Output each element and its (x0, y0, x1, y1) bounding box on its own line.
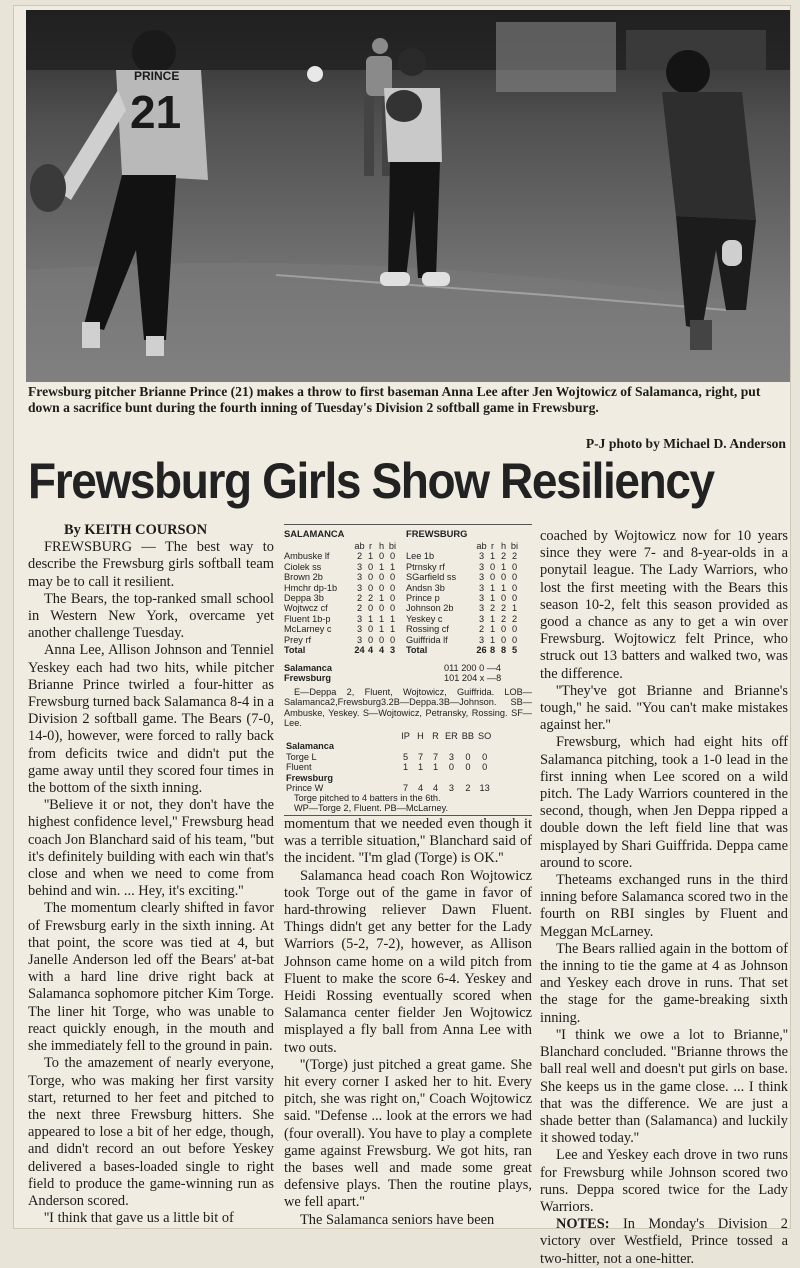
box-footnote: Torge pitched to 4 batters in the 6th. (294, 793, 441, 803)
player-name: Prince p (406, 593, 440, 604)
stat-cell: 1 (500, 582, 507, 593)
jersey-number: 21 (130, 86, 182, 138)
stat-cell: 1 (389, 624, 396, 635)
stat-cell: 1 (489, 582, 496, 593)
stat-cell: 4 (417, 783, 424, 794)
paragraph: Anna Lee, Allison Johnson and Tenniel Yeskey each had two hits, while pitcher Brianne Prince twirled a four-hitter as Frewsburg turned back Salamanca 8-4 in a Division 2 softball game. The Bears (7-0, 14-0), however, were forced to rally back from deficits twice and didn't put the game away until they scored four times in the bottom of the sixth inning. (28, 642, 274, 797)
stat-cell: 1 (378, 561, 385, 572)
pitching-table (284, 731, 493, 793)
paragraph: The Bears, the top-ranked small school in Western New York, overcame yet another challenge Tuesday. (28, 590, 274, 642)
pitching-row (284, 783, 493, 793)
stat-cell: 7 (402, 783, 409, 794)
player-name: Ciolek ss (284, 561, 322, 572)
stat-cell: 0 (511, 582, 518, 593)
stat-cell: 1 (389, 613, 396, 624)
paragraph: The Salamanca seniors have been (300, 1211, 495, 1228)
batting-row (284, 635, 520, 645)
softball (307, 66, 323, 82)
stat-cell: 2 (500, 613, 507, 624)
game-photo (26, 10, 790, 382)
linescore-team: Salamanca (284, 663, 333, 673)
stat-cell: 1 (389, 561, 396, 572)
box-score (284, 524, 532, 816)
stat-cell: 0 (482, 762, 488, 773)
linescore: 011 200 0 —4 (444, 663, 502, 673)
notes-label: NOTES: (556, 1216, 610, 1233)
stat-cell: 3 (478, 551, 485, 562)
stat-cell: 3 (356, 572, 363, 583)
col-header: BB (461, 731, 475, 741)
stat-cell: 1 (432, 762, 439, 773)
stat-cell: 2 (356, 551, 363, 562)
article-column-2 (284, 816, 532, 1229)
stat-cell: 1 (489, 613, 496, 624)
stat-cell: 0 (378, 551, 385, 562)
col-header: ER (445, 731, 458, 741)
stat-cell: 5 (402, 751, 409, 762)
stat-cell: 4 (432, 783, 439, 794)
stat-cell: 0 (482, 751, 488, 762)
paragraph: ''(Torge) just pitched a great game. She hit every corner I asked her to hit. Every pitch, she was right on,'' Coach Wojtowicz said. ''Defense ... look at the errors we had (four overall). You have to play a complete game against Frewsburg. We got hits, ran the bases well and made some great defensive plays. Then the routine plays, we fell apart.'' (284, 1056, 532, 1211)
stat-cell: 3 (389, 645, 396, 656)
paragraph: Theteams exchanged runs in the third inning before Salamanca scored two in the fourth on RBI singles by Fluent and Meggan McLarney. (540, 872, 788, 940)
paragraph: The Bears rallied again in the bottom of the inning to tie the game at 4 as Johnson and Yeskey each drove in runs. That set the stage for the game-breaking sixth inning. (540, 940, 788, 1026)
player-name: Guiffrida lf (406, 634, 448, 645)
stat-cell: 3 (478, 572, 485, 583)
paragraph: Lee and Yeskey each drove in two runs for Frewsburg while Johnson scored two runs. Deppa scored twice for the Lady Warriors. (540, 1147, 788, 1215)
pitching-team: Frewsburg (286, 772, 333, 783)
stat-cell: 1 (489, 551, 496, 562)
paragraph: FREWSBURG — The best way to describe the Frewsburg girls softball team may be to call it resilient. (28, 539, 274, 590)
stat-cell: 0 (378, 572, 385, 583)
player-name: Yeskey c (406, 613, 443, 624)
col-header: ab (354, 541, 365, 551)
article-column-3 (540, 528, 788, 1268)
stat-cell: 2 (465, 783, 471, 794)
col-header: H (417, 731, 424, 741)
photo-caption: Frewsburg pitcher Brianne Prince (21) makes a throw to first baseman Anna Lee after Jen Wojtowicz of Salamanca, right, put down a sacrifice bunt during the fourth inning of Tuesday's Division 2 softball game in Frewsburg. (28, 384, 761, 415)
col-header: ab (476, 541, 487, 551)
stat-cell: 0 (378, 634, 385, 645)
stat-cell: 2 (511, 551, 518, 562)
col-header: bi (510, 541, 519, 551)
col-header: h (500, 541, 507, 551)
stat-cell: 0 (448, 762, 454, 773)
team1-heading: SALAMANCA (284, 528, 345, 539)
stat-cell: 0 (367, 603, 374, 614)
player-name: Johnson 2b (406, 603, 454, 614)
paragraph: coached by Wojtowicz now for 10 years since they were 7- and 8-year-olds in a ponytail league. The Lady Warriors, who lost the first meeting with the Bears this season 10-2, felt this season provided as good a chance as any to get a win over Frewsburg. Wojtowicz felt Prince, who struck out 13 batters and walked two, was the difference. (540, 528, 788, 682)
player-name: Andsn 3b (406, 582, 445, 593)
stat-cell: 3 (356, 613, 363, 624)
stat-cell: 1 (367, 613, 374, 624)
stat-cell: 0 (500, 634, 507, 645)
pitching-team: Salamanca (286, 741, 335, 752)
player-name: Total (284, 645, 306, 656)
player-name: McLarney c (284, 624, 332, 635)
pitcher-name: Fluent (286, 762, 312, 773)
stat-cell: 2 (478, 624, 485, 635)
linescore: 101 204 x —8 (444, 673, 502, 684)
stat-cell: 0 (511, 593, 518, 604)
stat-cell: 3 (478, 634, 485, 645)
stat-cell: 0 (511, 572, 518, 583)
stat-cell: 2 (356, 593, 363, 604)
batting-row (284, 624, 520, 634)
stat-cell: 1 (489, 624, 496, 635)
stat-cell: 1 (378, 613, 385, 624)
box-footnote: WP—Torge 2, Fluent. PB—McLarney. (294, 803, 449, 813)
team2-heading: FREWSBURG (406, 528, 468, 539)
stat-cell: 1 (378, 624, 385, 635)
player-name: Brown 2b (284, 572, 323, 583)
batting-row (284, 614, 520, 624)
player-name: Rossing cf (406, 624, 449, 635)
stat-cell: 0 (389, 551, 396, 562)
stat-cell: 0 (511, 634, 518, 645)
pitching-row (284, 752, 493, 762)
stat-cell: 1 (417, 762, 424, 773)
col-header: r (490, 541, 495, 551)
stat-cell: 3 (356, 561, 363, 572)
paragraph: Salamanca head coach Ron Wojtowicz took Torge out of the game in favor of hard-throwing reliever Dawn Fluent. Things didn't get any better for the Lady Warriors (5-2, 7-2), however, as Allison Johnson came home on a wild pitch from Fluent to make the score 6-4. Yeskey and Heidi Rossing eventually scored when Salamanca center fielder Jen Wojtowicz misplayed a fly ball from Anna Lee with two outs. (284, 867, 532, 1056)
stat-cell: 3 (478, 593, 485, 604)
stat-cell: 0 (500, 593, 507, 604)
byline: By KEITH COURSON (64, 522, 208, 538)
stat-cell: 24 (354, 645, 365, 656)
stat-cell: 3 (478, 561, 485, 572)
col-header: bi (388, 541, 397, 551)
player-name: Total (406, 645, 428, 656)
stat-cell: 1 (402, 762, 409, 773)
batting-row (284, 603, 520, 613)
pitching-row (284, 762, 493, 772)
stat-cell: 0 (489, 572, 496, 583)
stat-cell: 3 (448, 783, 454, 794)
stat-cell: 1 (511, 603, 518, 614)
headline: Frewsburg Girls Show Resiliency (28, 453, 714, 509)
stat-cell: 0 (511, 561, 518, 572)
stat-cell: 0 (389, 572, 396, 583)
stat-cell: 0 (389, 582, 396, 593)
stat-cell: 7 (432, 751, 439, 762)
stat-cell: 4 (367, 645, 374, 656)
pitcher-name: Torge L (286, 751, 317, 762)
box-summary: E—Deppa 2, Fluent, Wojtowicz, Guiffrida. LOB—Salamanca2,Frewsburg3.2B—Deppa.3B—Johnson. SB—Ambuske, Yeskey. S—Wojtowicz, Petransky, Rossing. SF—Lee. (284, 687, 532, 729)
stat-cell: 2 (500, 551, 507, 562)
stat-cell: 3 (356, 624, 363, 635)
batting-row (284, 572, 520, 582)
stat-cell: 26 (476, 645, 487, 656)
batting-row (284, 551, 520, 561)
stat-cell: 0 (367, 624, 374, 635)
stat-cell: 3 (478, 603, 485, 614)
stat-cell: 1 (489, 634, 496, 645)
player-name: Ptrnsky rf (406, 561, 445, 572)
player-name: Lee 1b (406, 551, 435, 562)
paragraph: ''I think we owe a lot to Brianne,'' Blanchard concluded. ''Brianne throws the ball real well and doesn't put girls on base. She keeps us in the game close. ... I think that was the difference. We are just a shade better than (Salamanca) and luckily it showed today.'' (540, 1026, 788, 1147)
paragraph: ''Believe it or not, they don't have the highest confidence level,'' Frewsburg head coach Jon Blanchard said of his team, ''but it's definitely building with each win that's close and when we need to come from behind and win. ... Hey, it's exciting.'' (28, 797, 274, 900)
player-name: SGarfield ss (406, 572, 457, 583)
stat-cell: 2 (500, 603, 507, 614)
stat-cell: 2 (356, 603, 363, 614)
stat-cell: 0 (367, 561, 374, 572)
stat-cell: 3 (448, 751, 454, 762)
player-name: Hmchr dp-1b (284, 582, 338, 593)
stat-cell: 2 (511, 613, 518, 624)
stat-cell: 3 (478, 613, 485, 624)
paragraph: ''They've got Brianne and Brianne's tough,'' he said. ''You can't make mistakes against her.'' (540, 682, 788, 734)
paragraph: Frewsburg, which had eight hits off Salamanca pitching, took a 1-0 lead in the first inning when Lee scored on a wild pitch. The Lady Warriors countered in the second, though, when Jen Deppa ripped a double down the left field line that was misplayed by Shari Guiffrida. Deppa came around to score. (540, 734, 788, 871)
pitcher-name: Prince W (286, 783, 324, 794)
stat-cell: 7 (417, 751, 424, 762)
col-header: R (432, 731, 439, 741)
stat-cell: 3 (478, 582, 485, 593)
stat-cell: 0 (489, 561, 496, 572)
stat-cell: 0 (511, 624, 518, 635)
photo-credit: P-J photo by Michael D. Anderson (585, 436, 786, 451)
stat-cell: 2 (367, 593, 374, 604)
stat-cell: 0 (389, 634, 396, 645)
stat-cell: 1 (378, 593, 385, 604)
paragraph: The momentum clearly shifted in favor of Frewsburg early in the sixth inning. At that point, the score was tied at 4, but Janelle Anderson led off the Bears' at-bat with a hard line drive right back at Salamanca sophomore pitcher Kim Torge. The liner hit Torge, who was unable to react quickly enough, in the mouth and she immediately fell to the ground in pain. (28, 900, 274, 1055)
paragraph: momentum that we needed even though it was a terrible situation,'' Blanchard said of the incident. ''I'm glad (Torge) is OK.'' (284, 816, 532, 867)
player-name: Fluent 1b-p (284, 613, 331, 624)
stat-cell: 0 (500, 572, 507, 583)
stat-cell: 0 (378, 582, 385, 593)
stat-cell: 0 (378, 603, 385, 614)
col-header: r (368, 541, 373, 551)
stat-cell: 0 (389, 603, 396, 614)
jersey-name: PRINCE (134, 69, 180, 83)
col-header: IP (401, 731, 410, 741)
batting-row (284, 645, 520, 655)
col-header: SO (478, 731, 492, 741)
col-header: h (378, 541, 385, 551)
notes-paragraph (540, 1216, 788, 1268)
batting-table (284, 541, 520, 655)
stat-cell: 8 (500, 645, 507, 656)
player-name: Ambuske lf (284, 551, 330, 562)
linescore-team: Frewsburg (284, 673, 331, 684)
notes-text: In Monday's Division 2 victory over Westfield, Prince tossed a two-hitter, not a one-hitter. (540, 1216, 788, 1267)
stat-cell: 4 (378, 645, 385, 656)
stat-cell: 1 (489, 593, 496, 604)
paragraph: To the amazement of nearly everyone, Torge, who was making her first varsity start, returned to her feet and pitched to the next three Frewsburg hitters. She appeared to lose a bit of her edge, though, and didn't record an out before Yeskey delivered a bases-loaded single to right field to produce the game-winning run as Anderson scored. (28, 1055, 274, 1209)
batting-row (284, 562, 520, 572)
stat-cell: 3 (356, 634, 363, 645)
player-name: Prey rf (284, 634, 312, 645)
stat-cell: 2 (489, 603, 496, 614)
player-name: Deppa 3b (284, 593, 324, 604)
batting-row (284, 583, 520, 593)
stat-cell: 3 (356, 582, 363, 593)
stat-cell: 5 (511, 645, 518, 656)
stat-cell: 0 (465, 751, 471, 762)
paragraph: ''I think that gave us a little bit of (44, 1210, 234, 1227)
player-name: Wojtwcz cf (284, 603, 328, 614)
stat-cell: 1 (367, 551, 374, 562)
stat-cell: 8 (489, 645, 496, 656)
batting-row (284, 593, 520, 603)
stat-cell: 1 (500, 561, 507, 572)
stat-cell: 0 (389, 593, 396, 604)
stat-cell: 0 (500, 624, 507, 635)
stat-cell: 0 (367, 572, 374, 583)
stat-cell: 0 (367, 582, 374, 593)
stat-cell: 13 (479, 783, 490, 794)
article-column-1 (28, 522, 274, 1227)
stat-cell: 0 (367, 634, 374, 645)
stat-cell: 0 (465, 762, 471, 773)
